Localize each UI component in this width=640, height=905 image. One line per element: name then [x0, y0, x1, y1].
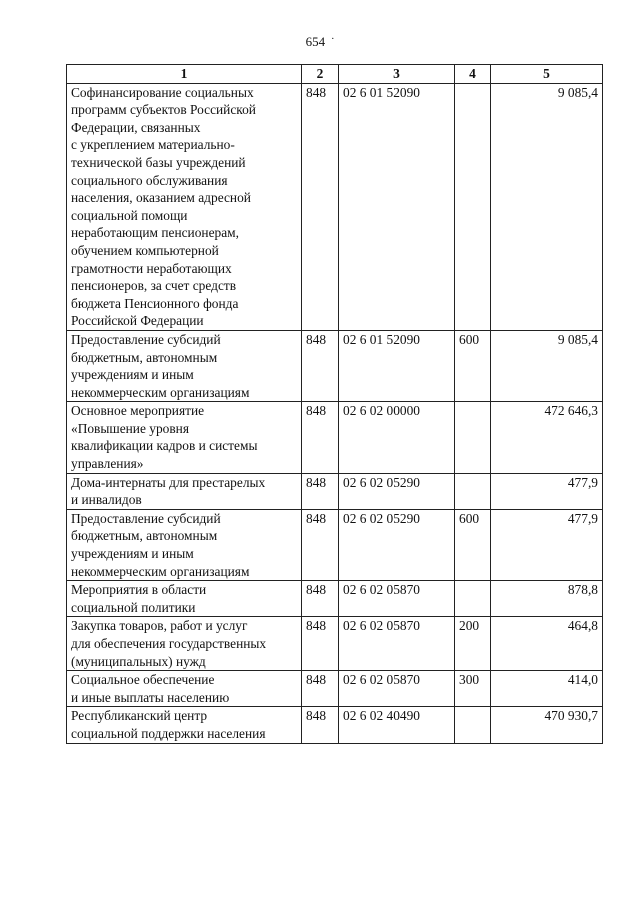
amount-cell: 9 085,4 — [491, 330, 603, 401]
row-name-line: Предоставление субсидий — [71, 331, 221, 347]
row-name-cell — [67, 330, 302, 401]
row-name-line: бюджетным, автономным — [71, 528, 218, 544]
table-row — [67, 83, 603, 330]
expense-type-cell: 600 — [455, 330, 491, 401]
amount-cell: 477,9 — [491, 473, 603, 509]
admin-code-cell: 848 — [302, 617, 339, 671]
column-header: 3 — [339, 65, 455, 84]
amount-cell: 472 646,3 — [491, 402, 603, 473]
row-name-line: программ субъектов Российской — [71, 102, 256, 118]
page-number-text: 654 — [305, 34, 326, 49]
table-row — [67, 330, 603, 401]
page-mark: · — [331, 34, 335, 45]
row-name-line: Дома-интернаты для престарелых — [71, 474, 266, 490]
target-article-cell: 02 6 02 40490 — [339, 707, 455, 743]
expense-type-cell — [455, 402, 491, 473]
budget-table — [66, 64, 603, 744]
row-name-line: бюджетным, автономным — [71, 349, 218, 365]
amount-cell: 878,8 — [491, 581, 603, 617]
table-body — [67, 83, 603, 743]
amount-cell: 470 930,7 — [491, 707, 603, 743]
expense-type-cell — [455, 473, 491, 509]
column-header: 1 — [67, 65, 302, 84]
admin-code-cell: 848 — [302, 330, 339, 401]
row-name-line: Основное мероприятие — [71, 403, 205, 419]
row-name-cell — [67, 707, 302, 743]
admin-code-cell: 848 — [302, 402, 339, 473]
row-name-line: Республиканский центр — [71, 708, 208, 724]
target-article-cell: 02 6 01 52090 — [339, 330, 455, 401]
target-article-cell: 02 6 01 52090 — [339, 83, 455, 330]
row-name-line: «Повышение уровня — [71, 420, 189, 436]
row-name-cell — [67, 617, 302, 671]
admin-code-cell: 848 — [302, 707, 339, 743]
table-header-row — [67, 65, 603, 84]
row-name-line: Социальное обеспечение — [71, 672, 215, 688]
row-name-line: и инвалидов — [71, 492, 142, 508]
row-name-cell — [67, 509, 302, 580]
row-name-cell — [67, 402, 302, 473]
row-name-line: Предоставление субсидий — [71, 510, 221, 526]
row-name-line: пенсионеров, за счет средств — [71, 278, 237, 294]
table-row — [67, 707, 603, 743]
admin-code-cell: 848 — [302, 581, 339, 617]
row-name-line: учреждениям и иным — [71, 367, 194, 383]
target-article-cell: 02 6 02 05290 — [339, 509, 455, 580]
expense-type-cell — [455, 83, 491, 330]
row-name-line: грамотности неработающих — [71, 260, 232, 276]
row-name-line: социальной помощи — [71, 207, 188, 223]
expense-type-cell: 200 — [455, 617, 491, 671]
row-name-line: некоммерческим организациям — [71, 384, 250, 400]
row-name-line: населения, оказанием адресной — [71, 190, 251, 206]
row-name-line: учреждениям и иным — [71, 546, 194, 562]
row-name-line: (муниципальных) нужд — [71, 653, 206, 669]
amount-cell: 414,0 — [491, 671, 603, 707]
row-name-line: для обеспечения государственных — [71, 636, 267, 651]
row-name-line: управления» — [71, 456, 144, 472]
row-name-line: бюджета Пенсионного фонда — [71, 295, 239, 311]
table-row — [67, 617, 603, 671]
row-name-line: квалификации кадров и системы — [71, 438, 258, 454]
column-header: 5 — [491, 65, 603, 84]
row-name-line: технической базы учреждений — [71, 154, 246, 170]
expense-type-cell — [455, 707, 491, 743]
column-header: 2 — [302, 65, 339, 84]
row-name-cell — [67, 83, 302, 330]
expense-type-cell: 300 — [455, 671, 491, 707]
row-name-line: Мероприятия в области — [71, 582, 207, 598]
row-name-line: Софинансирование социальных — [71, 84, 254, 100]
row-name-line: Закупка товаров, работ и услуг — [71, 618, 248, 634]
row-name-line: неработающим пенсионерам, — [71, 225, 239, 241]
expense-type-cell: 600 — [455, 509, 491, 580]
row-name-line: Федерации, связанных — [71, 119, 201, 135]
row-name-line: и иные выплаты населению — [71, 689, 230, 705]
row-name-cell — [67, 581, 302, 617]
page-number — [0, 34, 640, 50]
row-name-line: социальной политики — [71, 599, 196, 615]
target-article-cell: 02 6 02 05870 — [339, 617, 455, 671]
table-row — [67, 402, 603, 473]
row-name-line: Российской Федерации — [71, 313, 204, 329]
target-article-cell: 02 6 02 00000 — [339, 402, 455, 473]
row-name-line: социальной поддержки населения — [71, 725, 266, 741]
table-row — [67, 581, 603, 617]
amount-cell: 477,9 — [491, 509, 603, 580]
row-name-cell — [67, 671, 302, 707]
table-row — [67, 671, 603, 707]
row-name-line: социального обслуживания — [71, 172, 228, 188]
row-name-line: обучением компьютерной — [71, 242, 219, 258]
row-name-line: с укреплением материально- — [71, 137, 235, 153]
target-article-cell: 02 6 02 05870 — [339, 671, 455, 707]
table-row — [67, 473, 603, 509]
target-article-cell: 02 6 02 05290 — [339, 473, 455, 509]
admin-code-cell: 848 — [302, 671, 339, 707]
expense-type-cell — [455, 581, 491, 617]
target-article-cell: 02 6 02 05870 — [339, 581, 455, 617]
row-name-cell — [67, 473, 302, 509]
amount-cell: 464,8 — [491, 617, 603, 671]
admin-code-cell: 848 — [302, 83, 339, 330]
admin-code-cell: 848 — [302, 473, 339, 509]
amount-cell: 9 085,4 — [491, 83, 603, 330]
column-header: 4 — [455, 65, 491, 84]
table-row — [67, 509, 603, 580]
admin-code-cell: 848 — [302, 509, 339, 580]
row-name-line: некоммерческим организациям — [71, 563, 250, 579]
